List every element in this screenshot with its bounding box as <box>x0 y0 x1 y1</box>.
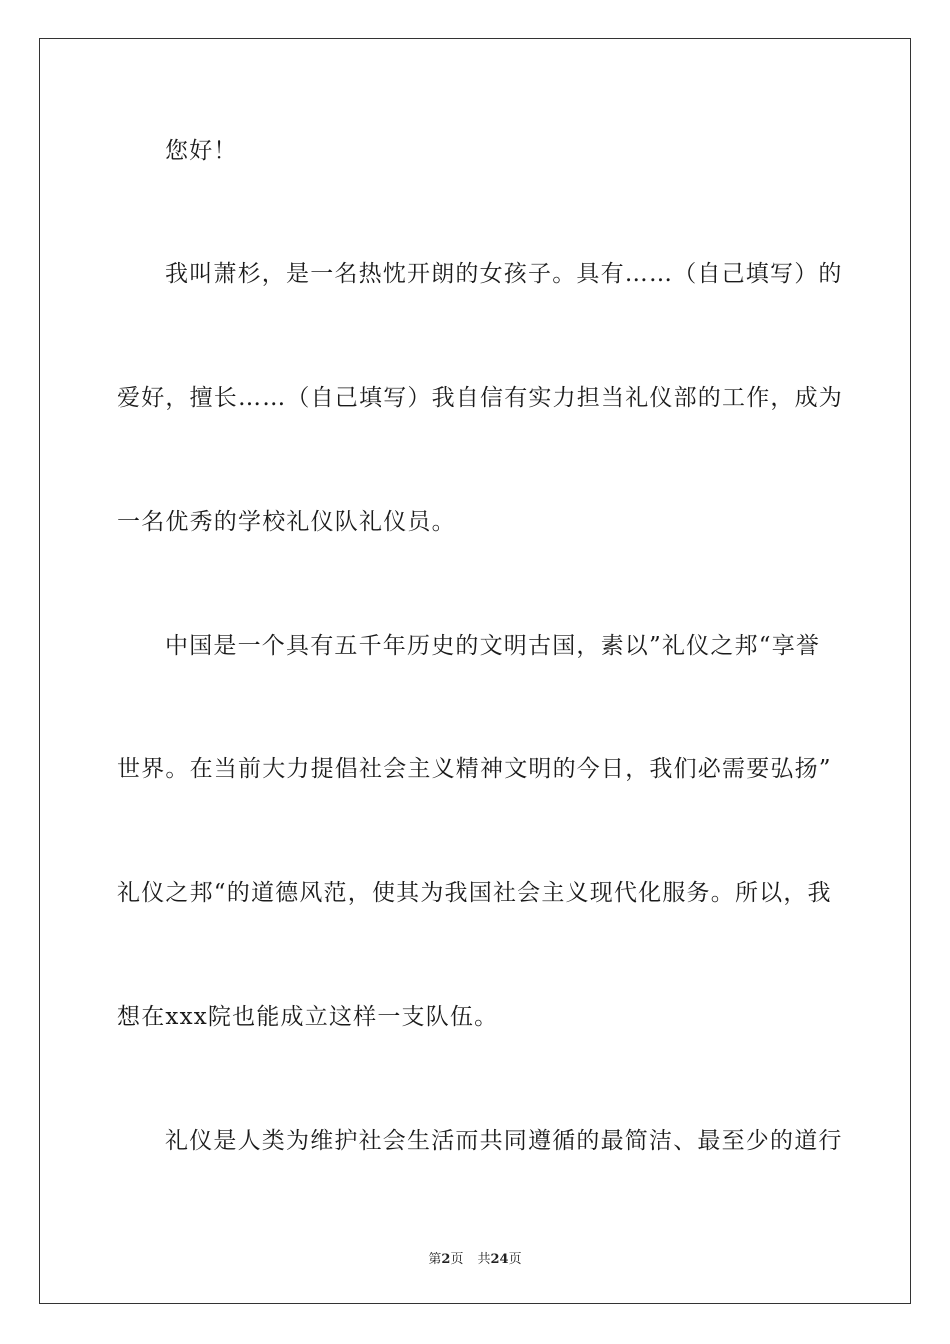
footer-page-suffix: 页 <box>450 1252 464 1267</box>
page-border <box>39 38 911 1304</box>
paragraph-line: 中国是一个具有五千年历史的文明古国，素以”礼仪之邦“享誉 <box>165 633 821 659</box>
page-footer <box>0 1248 950 1267</box>
paragraph-line: 一名优秀的学校礼仪队礼仪员。 <box>117 509 456 535</box>
footer-total-pages: 24 <box>490 1252 509 1267</box>
footer-page-number: 2 <box>441 1252 451 1267</box>
paragraph-line: 礼仪之邦“的道德风范，使其为我国社会主义现代化服务。所以，我 <box>117 880 832 906</box>
footer-total-prefix: 共 <box>477 1252 491 1267</box>
paragraph-line: 礼仪是人类为维护社会生活而共同遵循的最简洁、最至少的道行 <box>165 1128 843 1154</box>
paragraph-line: 我叫萧杉，是一名热忱开朗的女孩子。具有……（自己填写）的 <box>165 261 843 287</box>
footer-page-prefix: 第 <box>428 1252 442 1267</box>
paragraph-line: 想在xxx院也能成立这样一支队伍。 <box>117 1004 499 1030</box>
footer-total-suffix: 页 <box>508 1252 522 1267</box>
paragraph-line: 世界。在当前大力提倡社会主义精神文明的今日，我们必需要弘扬” <box>117 756 832 782</box>
paragraph-line: 爱好，擅长……（自己填写）我自信有实力担当礼仪部的工作，成为 <box>117 385 843 411</box>
greeting-line: 您好！ <box>165 138 238 164</box>
